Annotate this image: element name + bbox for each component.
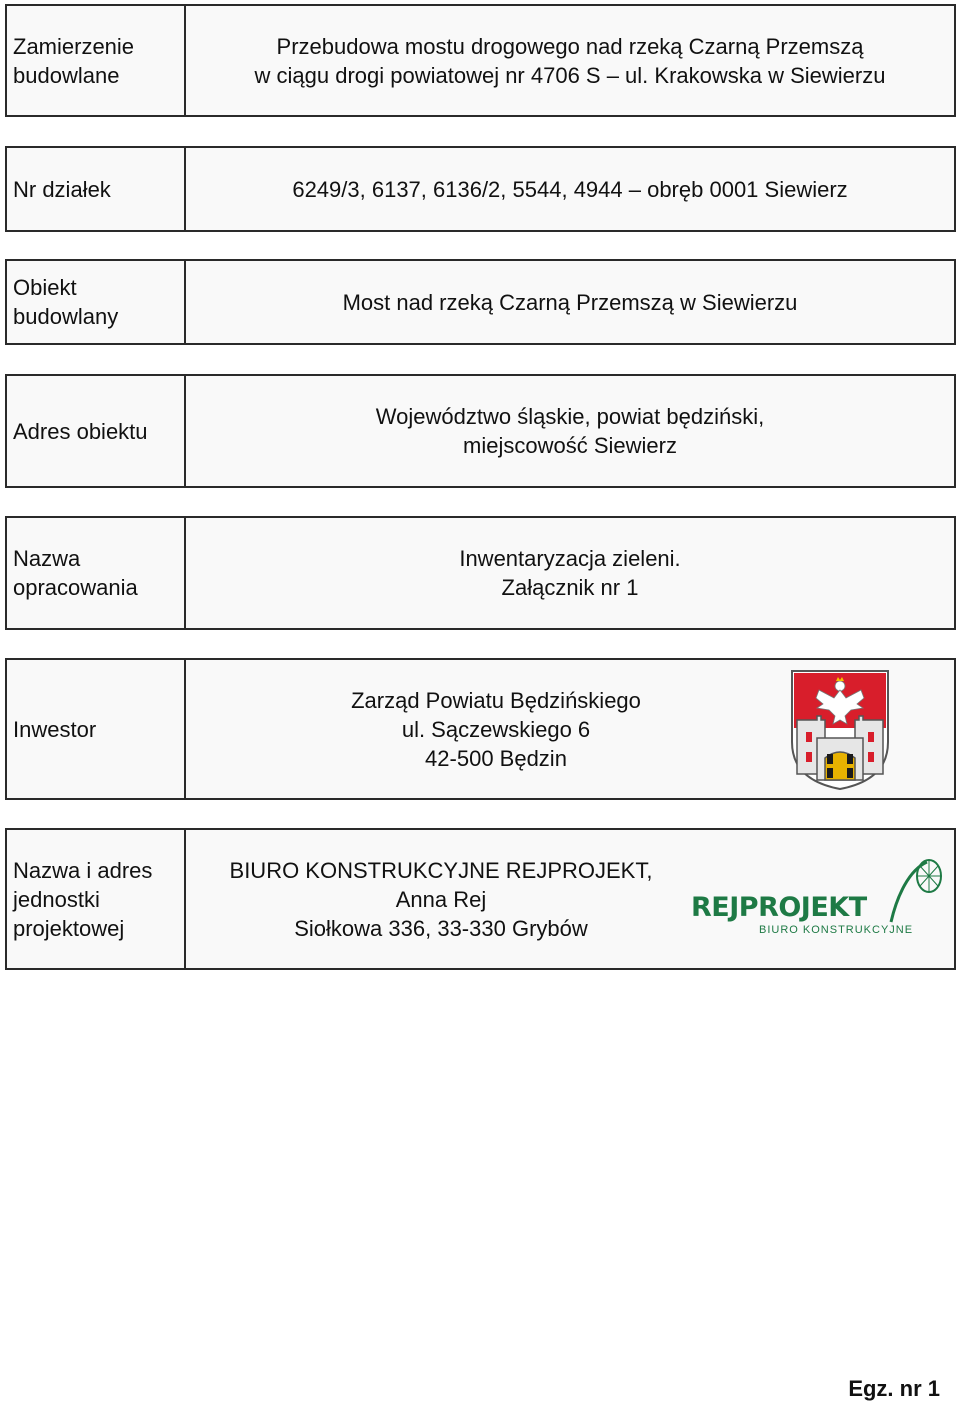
net-icon (883, 856, 945, 926)
value-adres (186, 376, 954, 486)
value-line: Most nad rzeką Czarną Przemszą w Siewierzu (342, 289, 798, 315)
value-line: 6249/3, 6137, 6136/2, 5544, 4944 – obręb 0001 Siewierz (292, 176, 848, 202)
label-inwestor (7, 660, 186, 798)
label-line: Inwestor (13, 716, 97, 742)
value-inwestor-text (186, 660, 806, 798)
value-line: Inwentaryzacja zieleni. (459, 546, 681, 571)
value-jednostka-projektowa (186, 830, 696, 968)
label-line: jednostki (13, 886, 100, 912)
coat-of-arms-icon (789, 668, 891, 792)
label-line: budowlany (13, 304, 119, 329)
value-line: w ciągu drogi powiatowej nr 4706 S – ul. Krakowska w Siewierzu (254, 62, 886, 88)
label-adres (7, 376, 186, 486)
row-inwestor (5, 658, 956, 800)
label-nr-dzialek (7, 148, 186, 230)
label-line: Nazwa i adres (13, 857, 153, 883)
row-nazwa-opracowania (5, 516, 956, 630)
label-line: Nr działek (13, 176, 111, 202)
value-line: BIURO KONSTRUKCYJNE REJPROJEKT, (229, 857, 653, 883)
rejprojekt-logo (687, 858, 952, 938)
label-line: budowlane (13, 62, 120, 88)
value-nazwa-opracowania (186, 518, 954, 628)
value-line: Zarząd Powiatu Będzińskiego (351, 687, 641, 713)
row-obiekt (5, 259, 956, 345)
label-jednostka-projektowa (7, 830, 186, 968)
value-line: miejscowość Siewierz (463, 433, 677, 458)
label-line: projektowej (13, 915, 125, 941)
value-line: Przebudowa mostu drogowego nad rzeką Czarną Przemszą (276, 33, 864, 59)
value-zamierzenie (186, 6, 954, 115)
row-jednostka-projektowa (5, 828, 956, 970)
row-zamierzenie (5, 4, 956, 117)
label-nazwa-opracowania (7, 518, 186, 628)
value-line: Załącznik nr 1 (501, 575, 639, 600)
value-obiekt (186, 261, 954, 343)
value-line: Anna Rej (395, 886, 487, 912)
copy-number: Egz. nr 1 (848, 1376, 940, 1401)
label-line: Adres obiektu (13, 418, 148, 444)
logo-subtext: BIURO KONSTRUKCYJNE (759, 924, 914, 936)
value-line: Województwo śląskie, powiat będziński, (375, 404, 765, 429)
label-obiekt (7, 261, 186, 343)
label-line: opracowania (13, 575, 138, 600)
label-line: Obiekt (13, 275, 77, 300)
row-nr-dzialek (5, 146, 956, 232)
value-line: Siołkowa 336, 33-330 Grybów (294, 915, 588, 941)
label-line: Nazwa (13, 546, 81, 571)
value-line: ul. Sączewskiego 6 (401, 716, 591, 742)
value-line: 42-500 Będzin (425, 745, 567, 771)
logo-text: REJPROJEKT (691, 892, 867, 923)
label-zamierzenie (7, 6, 186, 115)
row-adres (5, 374, 956, 488)
label-line: Zamierzenie (13, 33, 135, 59)
value-nr-dzialek (186, 148, 954, 230)
